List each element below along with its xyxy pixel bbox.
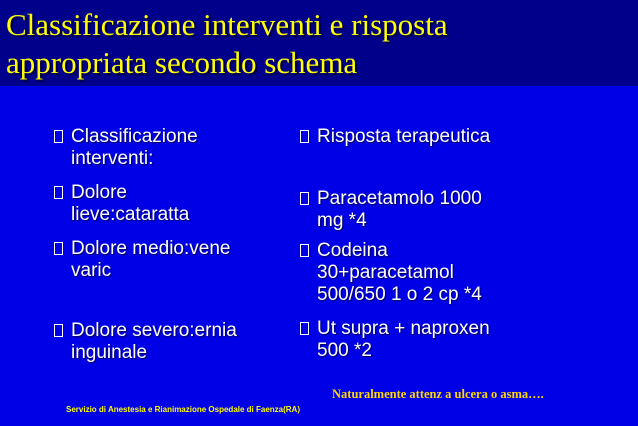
square-bullet-icon <box>300 322 309 335</box>
caution-note: Naturalmente attenz a ulcera o asma…. <box>332 387 544 401</box>
bullet-text: Classificazione interventi: <box>71 126 198 169</box>
square-bullet-icon <box>300 130 309 143</box>
square-bullet-icon <box>300 244 309 257</box>
title-line-2: appropriata secondo schema <box>6 45 358 80</box>
bullet-text: Ut supra + naproxen 500 *2 <box>317 318 490 361</box>
footer-department: Servizio di Anestesia e Rianimazione Ospedale di Faenza(RA) <box>66 405 300 414</box>
bullet-text: Risposta terapeutica <box>317 126 491 147</box>
square-bullet-icon <box>300 192 309 205</box>
bullet-text: Dolore lieve:cataratta <box>71 182 190 225</box>
square-bullet-icon <box>54 324 63 337</box>
square-bullet-icon <box>54 186 63 199</box>
square-bullet-icon <box>54 130 63 143</box>
bullet-text: Codeina 30+paracetamol 500/650 1 o 2 cp *4 <box>317 240 482 305</box>
square-bullet-icon <box>54 242 63 255</box>
bullet-text: Dolore medio:vene varic <box>71 238 231 281</box>
bullet-text: Dolore severo:ernia inguinale <box>71 320 237 363</box>
slide-title <box>6 6 626 82</box>
bullet-text: Paracetamolo 1000 mg *4 <box>317 188 482 231</box>
title-line-1: Classificazione interventi e risposta <box>6 7 448 42</box>
